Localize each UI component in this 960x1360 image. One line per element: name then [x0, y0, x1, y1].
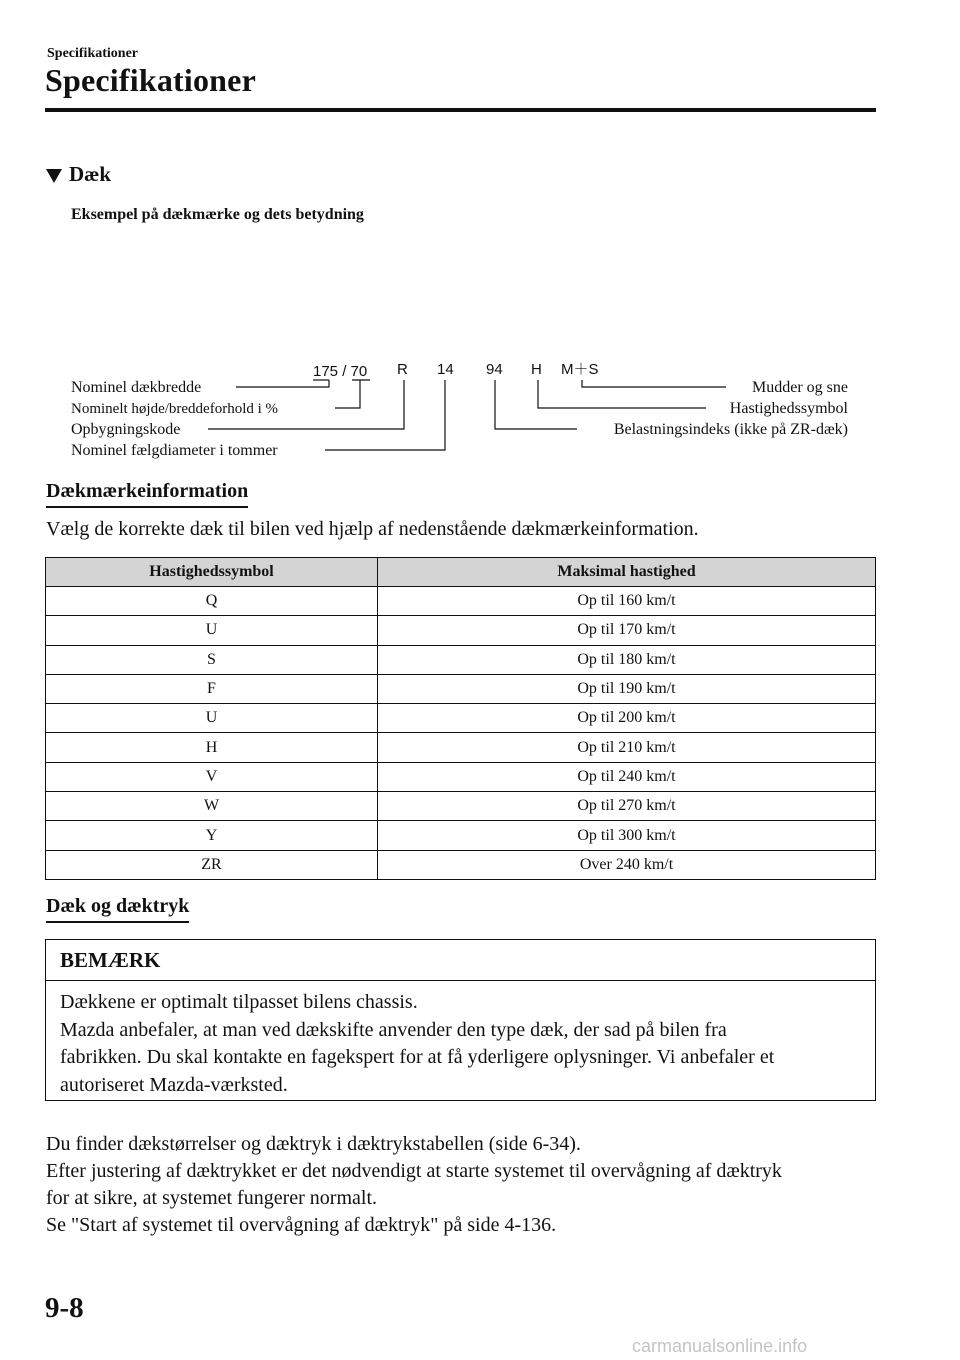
code-construction: R	[397, 361, 408, 378]
leader-load-index	[495, 380, 577, 429]
table-row	[46, 792, 876, 821]
note-body	[46, 981, 875, 1099]
table-row	[46, 704, 876, 733]
speed-cell: Over 240 km/t	[378, 850, 876, 879]
table-row	[46, 733, 876, 762]
speed-cell: Op til 200 km/t	[378, 704, 876, 733]
speed-cell: Op til 300 km/t	[378, 821, 876, 850]
symbol-cell: U	[46, 704, 378, 733]
tire-heading-text: Dæk	[69, 162, 112, 186]
speed-cell: Op til 270 km/t	[378, 792, 876, 821]
table-row	[46, 674, 876, 703]
symbol-cell: H	[46, 733, 378, 762]
speed-cell: Op til 180 km/t	[378, 645, 876, 674]
symbol-cell: U	[46, 616, 378, 645]
note-line: Dækkene er optimalt tilpasset bilens chassis.	[60, 991, 418, 1013]
tire-info-intro: Vælg de korrekte dæk til bilen ved hjælp af nedenstående dækmærkeinformation.	[46, 518, 699, 540]
page-title: Specifikationer	[45, 62, 256, 98]
code-load: 94	[486, 361, 503, 378]
leader-aspect-ratio	[335, 380, 360, 408]
leader-mud-snow	[582, 380, 726, 387]
tire-info-heading: Dækmærkeinformation	[46, 480, 248, 508]
tire-section-heading	[46, 162, 111, 187]
code-ms: M＋S	[561, 361, 599, 378]
leader-nominal-width	[236, 380, 329, 387]
example-caption: Eksempel på dækmærke og dets betydning	[71, 206, 364, 223]
note-line: Mazda anbefaler, at man ved dækskifte anvender den type dæk, der sad på bilen fra	[60, 1018, 727, 1041]
speed-cell: Op til 210 km/t	[378, 733, 876, 762]
table-row	[46, 616, 876, 645]
note-title: BEMÆRK	[46, 940, 875, 981]
symbol-cell: S	[46, 645, 378, 674]
symbol-cell: F	[46, 674, 378, 703]
table-row	[46, 821, 876, 850]
symbol-cell: ZR	[46, 850, 378, 879]
body-line: Se "Start af systemet til overvågning af dæktryk" på side 4-136.	[46, 1214, 557, 1236]
label-rim-diameter: Nominel fælgdiameter i tommer	[71, 442, 278, 459]
table-row	[46, 587, 876, 616]
speed-cell: Op til 190 km/t	[378, 674, 876, 703]
table-header-row	[46, 558, 876, 587]
label-mud-snow: Mudder og sne	[752, 379, 848, 396]
table-row	[46, 850, 876, 879]
note-line: fabrikken. Du skal kontakte en fagekspert for at få yderligere oplysninger. Vi anbefaler et	[60, 1046, 775, 1068]
code-rim: 14	[437, 361, 454, 378]
tire-marking-diagram	[0, 350, 960, 460]
pressure-heading: Dæk og dæktryk	[46, 895, 189, 923]
table-row	[46, 645, 876, 674]
label-construction: Opbygningskode	[71, 421, 181, 438]
label-load-index: Belastningsindeks (ikke på ZR-dæk)	[613, 421, 848, 438]
triangle-down-icon	[46, 169, 62, 183]
label-nominal-width: Nominel dækbredde	[71, 379, 202, 396]
note-box	[45, 939, 876, 1101]
body-line: Efter justering af dæktrykket er det nødvendigt at starte systemet til overvågning af dæktryk	[46, 1160, 782, 1182]
body-line: Du finder dækstørrelser og dæktryk i dæktrykstabellen (side 6-34).	[46, 1133, 581, 1155]
table-row	[46, 762, 876, 791]
page-number: 9-8	[45, 1292, 84, 1324]
symbol-cell: Q	[46, 587, 378, 616]
body-line: for at sikre, at systemet fungerer normalt.	[46, 1187, 377, 1209]
leader-speed-symbol	[538, 380, 706, 408]
watermark: carmanualsonline.info	[632, 1336, 808, 1356]
body-paragraph	[46, 1131, 886, 1239]
symbol-cell: W	[46, 792, 378, 821]
symbol-cell: Y	[46, 821, 378, 850]
label-aspect-ratio: Nominelt højde/breddeforhold i %	[71, 401, 279, 417]
speed-symbol-table	[45, 557, 876, 880]
label-speed-symbol: Hastighedssymbol	[729, 400, 848, 417]
speed-cell: Op til 170 km/t	[378, 616, 876, 645]
leader-rim-diameter	[325, 380, 445, 450]
header-max-speed: Maksimal hastighed	[378, 558, 876, 587]
title-divider	[45, 108, 876, 112]
speed-cell: Op til 160 km/t	[378, 587, 876, 616]
header-speed-symbol: Hastighedssymbol	[46, 558, 378, 587]
code-speed: H	[531, 361, 542, 378]
note-line: autoriseret Mazda-værksted.	[60, 1073, 288, 1096]
symbol-cell: V	[46, 762, 378, 791]
speed-cell: Op til 240 km/t	[378, 762, 876, 791]
code-width-ratio: 175 / 70	[313, 363, 368, 380]
section-label: Specifikationer	[47, 46, 138, 61]
